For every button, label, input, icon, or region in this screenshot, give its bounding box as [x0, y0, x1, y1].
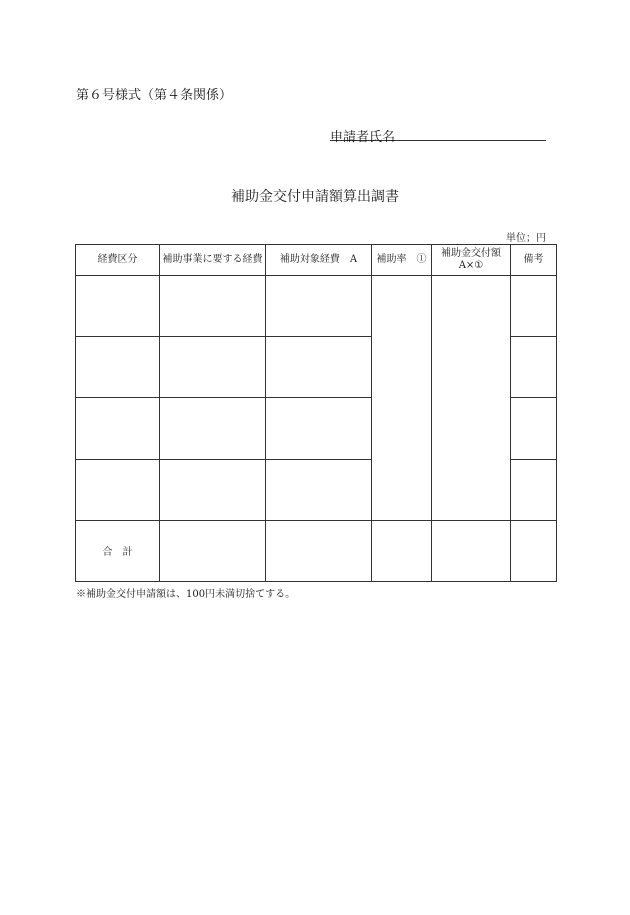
header-required-expense: 補助事業に要する経費 — [160, 245, 266, 276]
remarks-cell[interactable] — [511, 459, 557, 520]
table-row — [76, 276, 557, 337]
total-rate-cell[interactable] — [372, 520, 432, 581]
unit-label: 単位；円 — [506, 233, 546, 244]
remarks-cell[interactable] — [511, 337, 557, 398]
header-eligible-expense: 補助対象経費 A — [266, 245, 372, 276]
category-cell[interactable] — [76, 276, 160, 337]
header-rate: 補助率 ① — [372, 245, 432, 276]
total-eligible-expense-cell[interactable] — [266, 520, 372, 581]
category-cell[interactable] — [76, 398, 160, 459]
grant-amount-cell[interactable] — [432, 276, 511, 521]
grant-calculation-table — [75, 244, 557, 582]
applicant-name-label: 申請者氏名 — [330, 130, 396, 145]
document-title: 補助金交付申請額算出調書 — [231, 189, 399, 205]
header-grant-amount-line2: A×① — [458, 260, 484, 272]
header-grant-amount-line1: 補助金交付額 — [441, 247, 501, 259]
footnote: ※補助金交付申請額は、100円未満切捨てする。 — [76, 589, 296, 600]
category-cell[interactable] — [76, 337, 160, 398]
total-remarks-cell[interactable] — [511, 520, 557, 581]
total-required-expense-cell[interactable] — [160, 520, 266, 581]
eligible-expense-cell[interactable] — [266, 276, 372, 337]
required-expense-cell[interactable] — [160, 276, 266, 337]
remarks-cell[interactable] — [511, 398, 557, 459]
applicant-name-line — [330, 126, 546, 145]
required-expense-cell[interactable] — [160, 398, 266, 459]
total-label: 合 計 — [76, 520, 160, 581]
category-cell[interactable] — [76, 459, 160, 520]
header-category: 経費区分 — [76, 245, 160, 276]
required-expense-cell[interactable] — [160, 459, 266, 520]
table-total-row — [76, 520, 557, 581]
form-number: 第６号様式（第４条関係） — [76, 88, 233, 103]
rate-cell[interactable] — [372, 276, 432, 521]
eligible-expense-cell[interactable] — [266, 459, 372, 520]
eligible-expense-cell[interactable] — [266, 337, 372, 398]
eligible-expense-cell[interactable] — [266, 398, 372, 459]
remarks-cell[interactable] — [511, 276, 557, 337]
header-remarks: 備考 — [511, 245, 557, 276]
total-grant-amount-cell[interactable] — [432, 520, 511, 581]
header-grant-amount — [432, 245, 511, 276]
required-expense-cell[interactable] — [160, 337, 266, 398]
table-header-row — [76, 245, 557, 276]
